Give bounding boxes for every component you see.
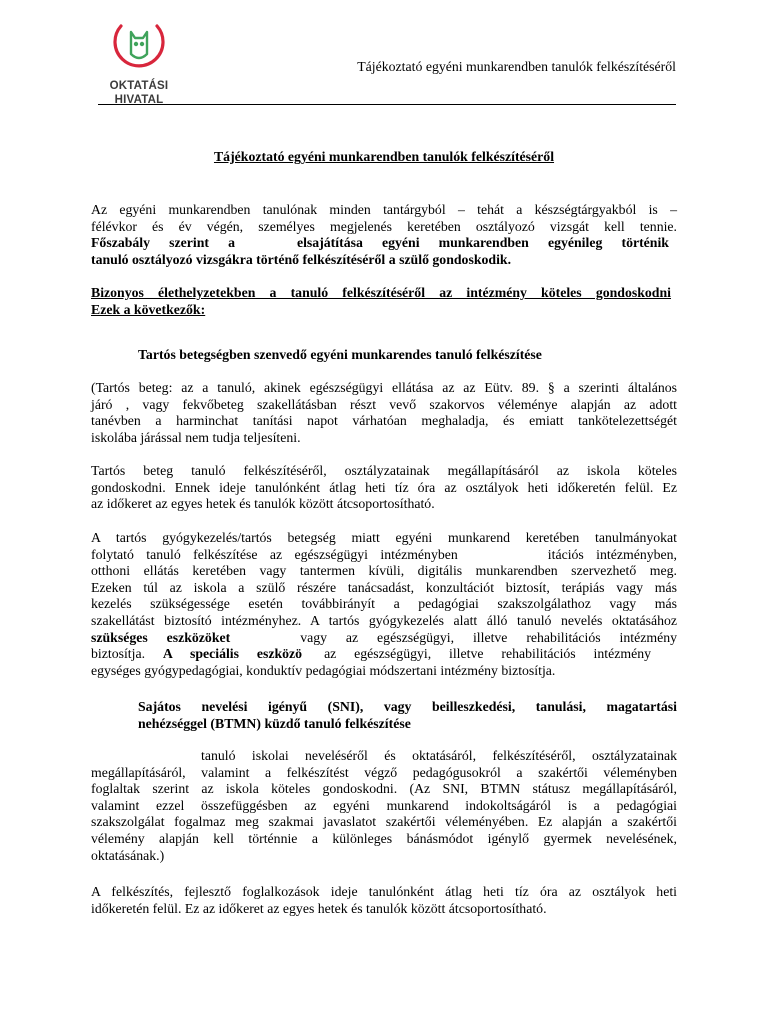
text-line: tanévben a harminchat tanítási napot várhatóan meghaladja, és emiatt tankötelezettségét: [91, 413, 677, 429]
section1-school-duty-paragraph: [91, 463, 677, 513]
text-line: valamint ezzel összefüggésben az egyéni munkarend indokoltságáról is a pedagógiai: [91, 797, 677, 813]
section2-time-frame-paragraph: [91, 884, 677, 917]
text-line: [91, 646, 677, 663]
text-line: iskolába járással nem tudja teljesíteni.: [91, 429, 301, 445]
text-segment: biztosítja.: [91, 646, 146, 662]
intro-paragraph: [91, 202, 677, 268]
text-line: nehézséggel (BTMN) küzdő tanuló felkészítése: [138, 716, 411, 731]
section1-definition-paragraph: [91, 380, 677, 446]
text-segment: A speciális eszközö: [162, 646, 303, 662]
institution-duty-paragraph: [91, 285, 677, 318]
text-line: [91, 235, 677, 252]
text-line: tanuló iskolai neveléséről és oktatásáról, felkészítéséről, osztályzatainak: [201, 748, 677, 763]
header-divider: [98, 104, 676, 105]
text-line: egységes gyógypedagógiai, konduktív pedagógiai módszertani intézmény biztosítja.: [91, 662, 556, 678]
section1-treatment-paragraph: [91, 530, 677, 679]
text-line: félévkor és év végén, személyes megjelenés keretében osztályozó vizsgát kell tennie.: [91, 218, 677, 234]
text-line: gondoskodni. Ennek ideje tanulónként átlag heti tíz óra az osztályok heti időkeretén felül. Ez: [91, 479, 677, 495]
text-line: [91, 630, 677, 647]
document-title: Tájékoztató egyéni munkarendben tanulók felkészítéséről: [213, 149, 555, 164]
text-line: Ezek a következők:: [91, 301, 206, 317]
text-line: vélemény alapján kell történnie a különleges bánásmódot igénylő gyermek nevelésének,: [91, 830, 677, 846]
text-segment: itációs intézményben,: [547, 546, 677, 562]
text-segment: szükséges eszközöket: [91, 629, 231, 645]
text-line: járó , vagy fekvőbeteg szakellátásban részt vevő szakorvos véleménye alapján az adott: [91, 396, 677, 412]
text-segment: elsajátítása egyéni munkarendben egyénileg történik: [296, 235, 669, 251]
text-line: szakszolgálat fogalmaz meg szakmai javaslatot szakértői véleményében. Ez alapján a szakértői: [91, 814, 677, 830]
text-line: Tartós beteg tanuló felkészítéséről, osztályzatainak megállapításáról az iskola köteles: [91, 463, 677, 478]
text-segment: Főszabály szerint a: [91, 235, 235, 251]
text-line: foglaltak szerint az iskola köteles gondoskodni. (Az SNI, BTMN státusz megállapításáról,: [91, 781, 677, 797]
section1-heading: Tartós betegségben szenvedő egyéni munkarendes tanuló felkészítése: [138, 347, 542, 362]
text-line: A tartós gyógykezelés/tartós betegség miatt egyéni munkarend keretében tanulmányokat: [91, 530, 677, 545]
text-line: Sajátos nevelési igényű (SNI), vagy beilleszkedési, tanulási, magatartási: [138, 699, 677, 714]
text-line: időkeretén felül. Ez az időkeret az egyes hetek és tanulók között átcsoportosítható.: [91, 900, 547, 916]
text-line: kezelés szükségessége esetén továbbirányít a pedagógiai szakszolgálathoz vagy más: [91, 596, 677, 612]
header-title: Tájékoztató egyéni munkarendben tanulók felkészítéséről: [357, 59, 676, 74]
text-segment: folytató tanuló felkészítése az egészségügyi intézményben: [91, 546, 458, 562]
section2-sni-btmn-paragraph: [91, 748, 677, 864]
section2-heading: [138, 698, 677, 732]
oktatasi-hivatal-logo: [103, 18, 175, 118]
text-line: [91, 285, 677, 302]
text-line: tanuló osztályozó vizsgákra történő felkészítéséről a szülő gondoskodik.: [91, 251, 512, 267]
text-line: (Tartós beteg: az a tanuló, akinek egészségügyi ellátása az az Eütv. 89. § a szerinti általános: [91, 380, 677, 395]
text-segment: vagy az egészségügyi, illetve rehabilitációs intézmény: [300, 629, 677, 645]
text-segment: Bizonyos élethelyzetekben a tanuló felkészítéséről az intézmény köteles gondoskodni: [91, 285, 671, 300]
text-line: otthoni ellátás keretében vagy tantermen kívüli, digitális munkarendben szervezhető meg.: [91, 563, 677, 579]
text-line: [91, 547, 677, 564]
logo-text-line2: HIVATAL: [114, 94, 164, 106]
logo-text-line1: OKTATÁSI: [109, 80, 169, 92]
text-line: A felkészítés, fejlesztő foglalkozások ideje tanulónként átlag heti tíz óra az osztályok heti: [91, 884, 677, 899]
text-line: megállapításáról, valamint a felkészítést végző pedagógusokról a szakértői véleményben: [91, 764, 677, 780]
text-line: szakellátást biztosító intézményhez. A tartós gyógykezelés alatt álló tanuló nevelés oktatásához: [91, 612, 677, 628]
text-segment: az egészségügyi, illetve rehabilitációs intézmény: [324, 646, 651, 662]
text-line: Ezeken túl az iskola a szülő részére tanácsadást, konzultációt biztosít, terápiás vagy más: [91, 579, 677, 595]
text-line: Az egyéni munkarendben tanulónak minden tantárgyból – tehát a készségtárgyakból is –: [91, 202, 677, 217]
text-line: az időkeret az egyes hetek és tanulók között átcsoportosítható.: [91, 496, 435, 512]
text-line: oktatásának.): [91, 847, 165, 863]
owl-logo-icon: [111, 18, 167, 78]
